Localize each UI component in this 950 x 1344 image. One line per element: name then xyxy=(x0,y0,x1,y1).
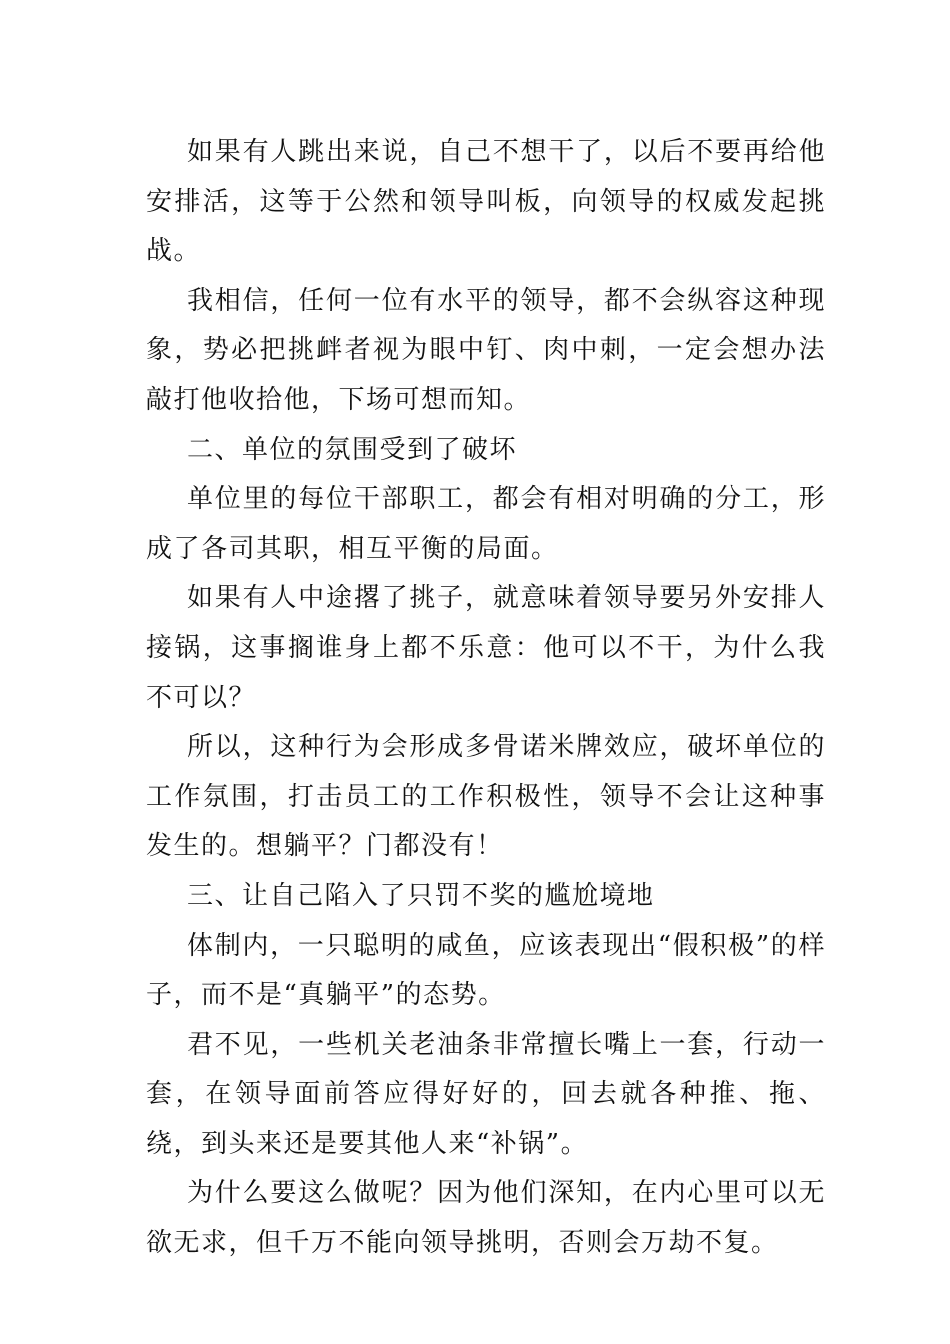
paragraph: 所以，这种行为会形成多骨诺米牌效应，破坏单位的工作氛围，打击员工的工作积极性，领导不会让这种事发生的。想躺平？门都没有！ xyxy=(146,732,826,862)
paragraph: 君不见，一些机关老油条非常擅长嘴上一套，行动一套，在领导面前答应得好好的，回去就各种推、拖、绕，到头来还是要其他人来“补锅”。 xyxy=(146,1029,826,1159)
paragraph: 体制内，一只聪明的咸鱼，应该表现出“假积极”的样子，而不是“真躺平”的态势。 xyxy=(146,930,826,1011)
paragraph: 为什么要这么做呢？因为他们深知，在内心里可以无欲无求，但千万不能向领导挑明，否则会万劫不复。 xyxy=(146,1178,826,1259)
paragraph: 如果有人跳出来说，自己不想干了，以后不要再给他安排活，这等于公然和领导叫板，向领导的权威发起挑战。 xyxy=(146,137,826,267)
section-heading: 二、单位的氛围受到了破坏 xyxy=(187,434,518,465)
section-heading: 三、让自己陷入了只罚不奖的尴尬境地 xyxy=(187,880,655,911)
document-body xyxy=(146,128,826,1269)
paragraph: 我相信，任何一位有水平的领导，都不会纵容这种现象，势必把挑衅者视为眼中钉、肉中刺，一定会想办法敲打他收拾他，下场可想而知。 xyxy=(146,285,826,415)
paragraph: 如果有人中途撂了挑子，就意味着领导要另外安排人接锅，这事搁谁身上都不乐意：他可以不干，为什么我不可以？ xyxy=(146,583,826,713)
paragraph: 单位里的每位干部职工，都会有相对明确的分工，形成了各司其职，相互平衡的局面。 xyxy=(146,484,826,564)
